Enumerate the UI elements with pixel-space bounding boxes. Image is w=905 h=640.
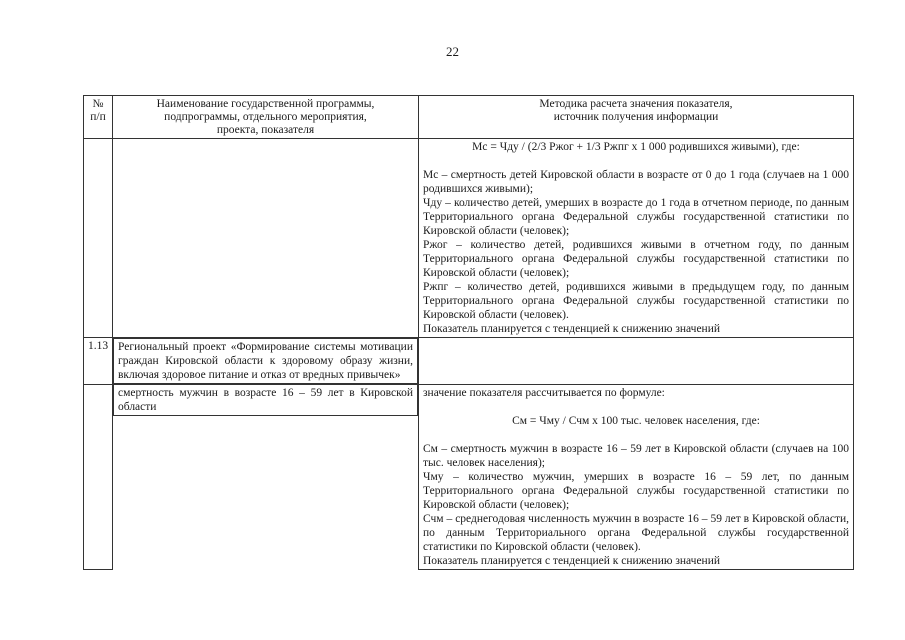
- page-number: 22: [446, 44, 459, 59]
- table-row: [84, 338, 854, 385]
- row1-method: [419, 139, 854, 338]
- row1-line: Мс – смертность детей Кировской области в возрасте от 0 до 1 года (случаев на 1 000 родившихся живыми);: [423, 169, 849, 195]
- row2-num: 1.13: [84, 338, 113, 385]
- row3-line: См – смертность мужчин в возрасте 16 – 59 лет в Кировской области (случаев на 100 тыс. человек населения);: [423, 442, 849, 469]
- row2-name: Региональный проект «Формирование системы мотивации граждан Кировской области к здоровому образу жизни, включая здоровое питание и отказ от вредных привычек»: [113, 338, 418, 384]
- row1-line: Чду – количество детей, умерших в возрасте до 1 года в отчетном периоде, по данным Территориального органа Федеральной службы государственной статистики по Кировской области (человек);: [423, 197, 849, 237]
- row3-method: [419, 384, 854, 569]
- row3-line: Счм – среднегодовая численность мужчин в возрасте 16 – 59 лет в Кировской области, по данным Территориального органа Федеральной службы государственной статистики по Кировской области (человек).: [423, 512, 849, 553]
- row3-formula: См = Чму / Счм х 100 тыс. человек населения, где:: [512, 414, 760, 427]
- row3-line: Показатель планируется с тенденцией к снижению значений: [423, 554, 721, 567]
- row1-name: [113, 139, 419, 338]
- row1-line: Ржог – количество детей, родившихся живыми в отчетном году, по данным Территориального органа Федеральной службы государственной статистики по Кировской области (человек);: [423, 239, 849, 279]
- table-row: [84, 139, 854, 338]
- header-num: № п/п: [84, 96, 113, 139]
- row1-line: Показатель планируется с тенденцией к снижению значений: [423, 323, 721, 335]
- row1-formula: Мс = Чду / (2/3 Ржог + 1/3 Ржпг х 1 000 родившихся живыми), где:: [472, 141, 800, 153]
- row3-name: смертность мужчин в возрасте 16 – 59 лет в Кировской области: [113, 384, 418, 416]
- row1-num: [84, 139, 113, 338]
- row3-num: [84, 384, 113, 569]
- table-row: [84, 384, 854, 569]
- row3-line: Чму – количество мужчин, умерших в возрасте 16 – 59 лет, по данным Территориального органа Федеральной службы государственной статистики по Кировской области (человек);: [423, 470, 849, 511]
- table-header-row: [84, 96, 854, 139]
- indicator-table: [83, 95, 854, 570]
- row2-method: [419, 338, 854, 385]
- header-method: Методика расчета значения показателя, источник получения информации: [419, 96, 854, 139]
- row1-line: Ржпг – количество детей, родившихся живыми в предыдущем году, по данным Территориального органа Федеральной службы государственной статистики по Кировской области (человек).: [423, 281, 849, 321]
- row3-intro: значение показателя рассчитывается по формуле:: [423, 386, 665, 399]
- header-name: Наименование государственной программы, подпрограммы, отдельного мероприятия, проекта, показателя: [113, 96, 419, 139]
